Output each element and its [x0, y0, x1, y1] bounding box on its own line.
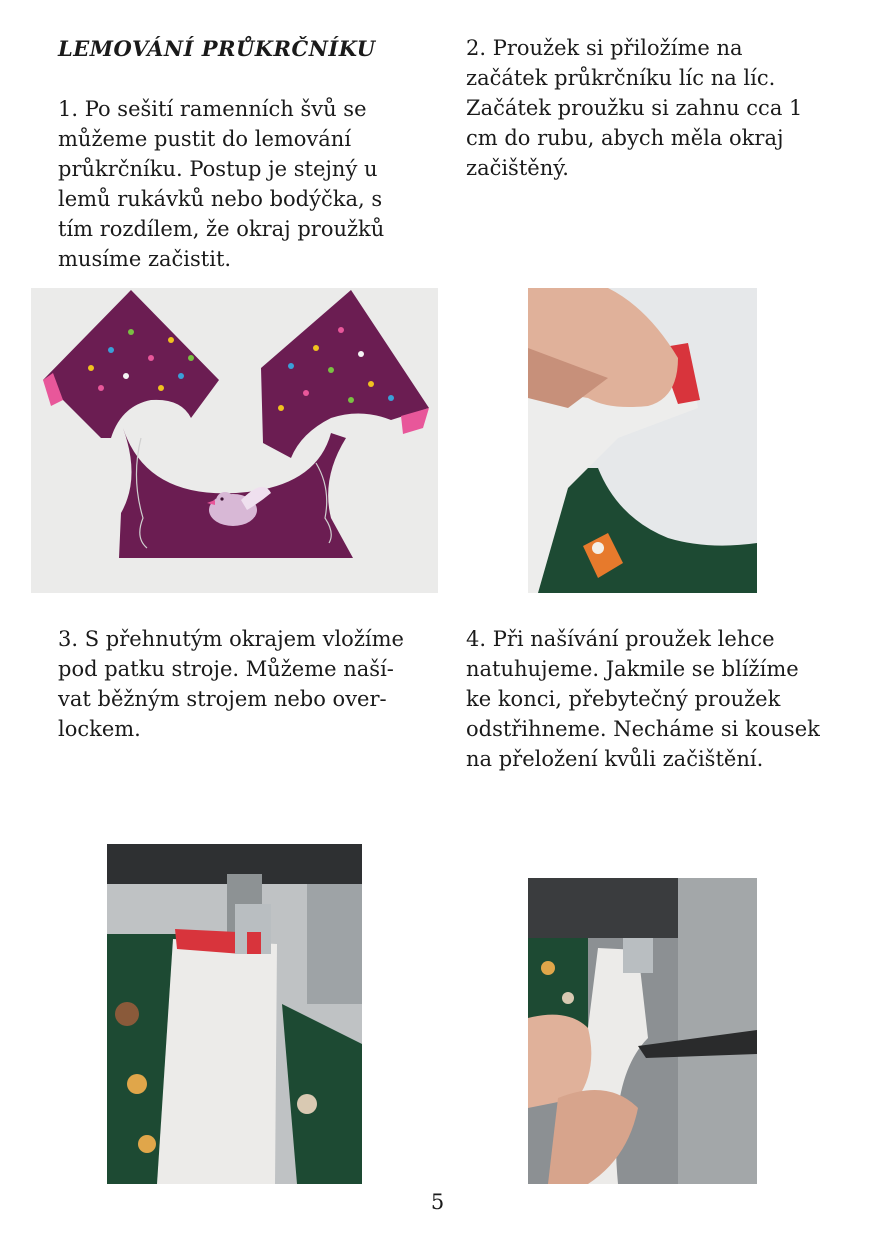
photo-sewing-machine-foot	[107, 844, 362, 1184]
step-1-text: 1. Po sešití ramenních švů se můžeme pustit do lemování průkrčníku. Postup je stejný u lemů rukávků nebo bodýčka, s tím rozdílem, že okraj proužků musíme začistit.	[58, 97, 385, 271]
photo-cutting-strip	[528, 878, 757, 1184]
page-number: 5	[430, 1190, 445, 1214]
step-2-text: 2. Proužek si přiložíme na začátek průkrčníku líc na líc. Začátek proužku si zahnu cca 1 cm do rubu, abych měla okraj začištěný.	[466, 36, 803, 180]
page-title: LEMOVÁNÍ PRŮKRČNÍKU	[58, 36, 376, 61]
step-3-text: 3. S přehnutým okrajem vložíme pod patku stroje. Můžeme naší- vat běžným strojem nebo over- lockem.	[58, 627, 404, 741]
step-4-text: 4. Při našívání proužek lehce natuhujeme. Jakmile se blížíme ke konci, přebytečný proužek odstřihneme. Necháme si kousek na přeložení kvůli začištění.	[466, 627, 820, 771]
photo-strip-placement	[528, 288, 757, 593]
photo-bodice-pieces	[31, 288, 438, 593]
